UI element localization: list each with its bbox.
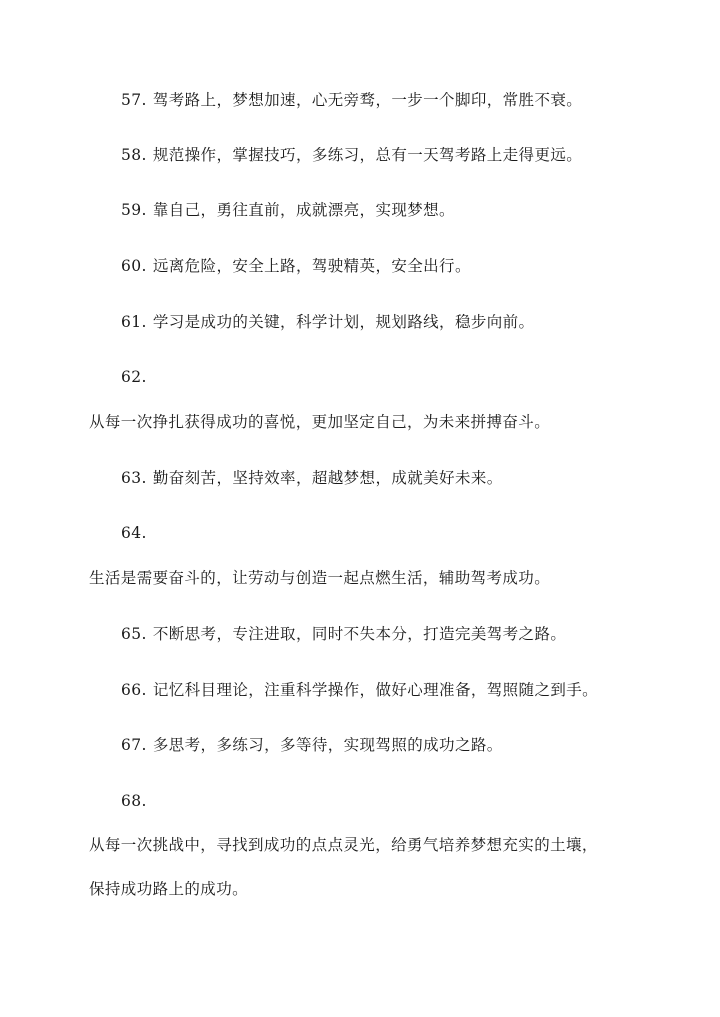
list-item-58 <box>121 145 582 165</box>
list-item-68-text-line-1 <box>89 835 598 855</box>
list-item-68 <box>121 791 153 811</box>
item-number: 62. <box>121 368 147 386</box>
item-number: 68. <box>121 792 147 810</box>
item-number: 65. <box>121 625 147 643</box>
item-number: 67. <box>121 736 147 754</box>
item-number: 64. <box>121 524 147 542</box>
item-text: 从每一次挣扎获得成功的喜悦，更加坚定自己，为未来拼搏奋斗。 <box>89 413 551 431</box>
item-number: 60. <box>121 257 147 275</box>
list-item-66 <box>121 680 598 700</box>
list-item-62-text <box>89 412 550 432</box>
item-text: 驾考路上，梦想加速，心无旁骛，一步一个脚印，常胜不衰。 <box>152 91 583 109</box>
item-number: 59. <box>121 201 147 219</box>
list-item-68-text-line-2 <box>89 879 248 899</box>
list-item-64-text <box>89 568 550 588</box>
list-item-67 <box>121 735 503 755</box>
list-item-62 <box>121 367 153 387</box>
item-text: 不断思考，专注进取，同时不失本分，打造完美驾考之路。 <box>152 625 567 643</box>
item-number: 57. <box>121 91 147 109</box>
item-text: 学习是成功的关键，科学计划，规划路线，稳步向前。 <box>152 313 535 331</box>
list-item-61 <box>121 312 534 332</box>
item-number: 58. <box>121 146 147 164</box>
item-text: 多思考，多练习，多等待，实现驾照的成功之路。 <box>152 736 503 754</box>
item-number: 61. <box>121 313 147 331</box>
list-item-60 <box>121 256 471 276</box>
list-item-65 <box>121 624 566 644</box>
item-text: 靠自己，勇往直前，成就漂亮，实现梦想。 <box>152 201 455 219</box>
item-text: 从每一次挑战中，寻找到成功的点点灵光，给勇气培养梦想充实的土壤， <box>89 836 598 854</box>
item-text: 生活是需要奋斗的，让劳动与创造一起点燃生活，辅助驾考成功。 <box>89 569 551 587</box>
item-number: 63. <box>121 469 147 487</box>
list-item-64 <box>121 523 153 543</box>
item-text: 规范操作，掌握技巧，多练习，总有一天驾考路上走得更远。 <box>152 146 583 164</box>
item-text: 远离危险，安全上路，驾驶精英，安全出行。 <box>152 257 471 275</box>
item-text: 保持成功路上的成功。 <box>89 880 249 898</box>
item-text: 勤奋刻苦，坚持效率，超越梦想，成就美好未来。 <box>152 469 503 487</box>
list-item-63 <box>121 468 503 488</box>
list-item-59 <box>121 200 455 220</box>
item-number: 66. <box>121 681 147 699</box>
list-item-57 <box>121 90 582 110</box>
item-text: 记忆科目理论，注重科学操作，做好心理准备，驾照随之到手。 <box>152 681 599 699</box>
